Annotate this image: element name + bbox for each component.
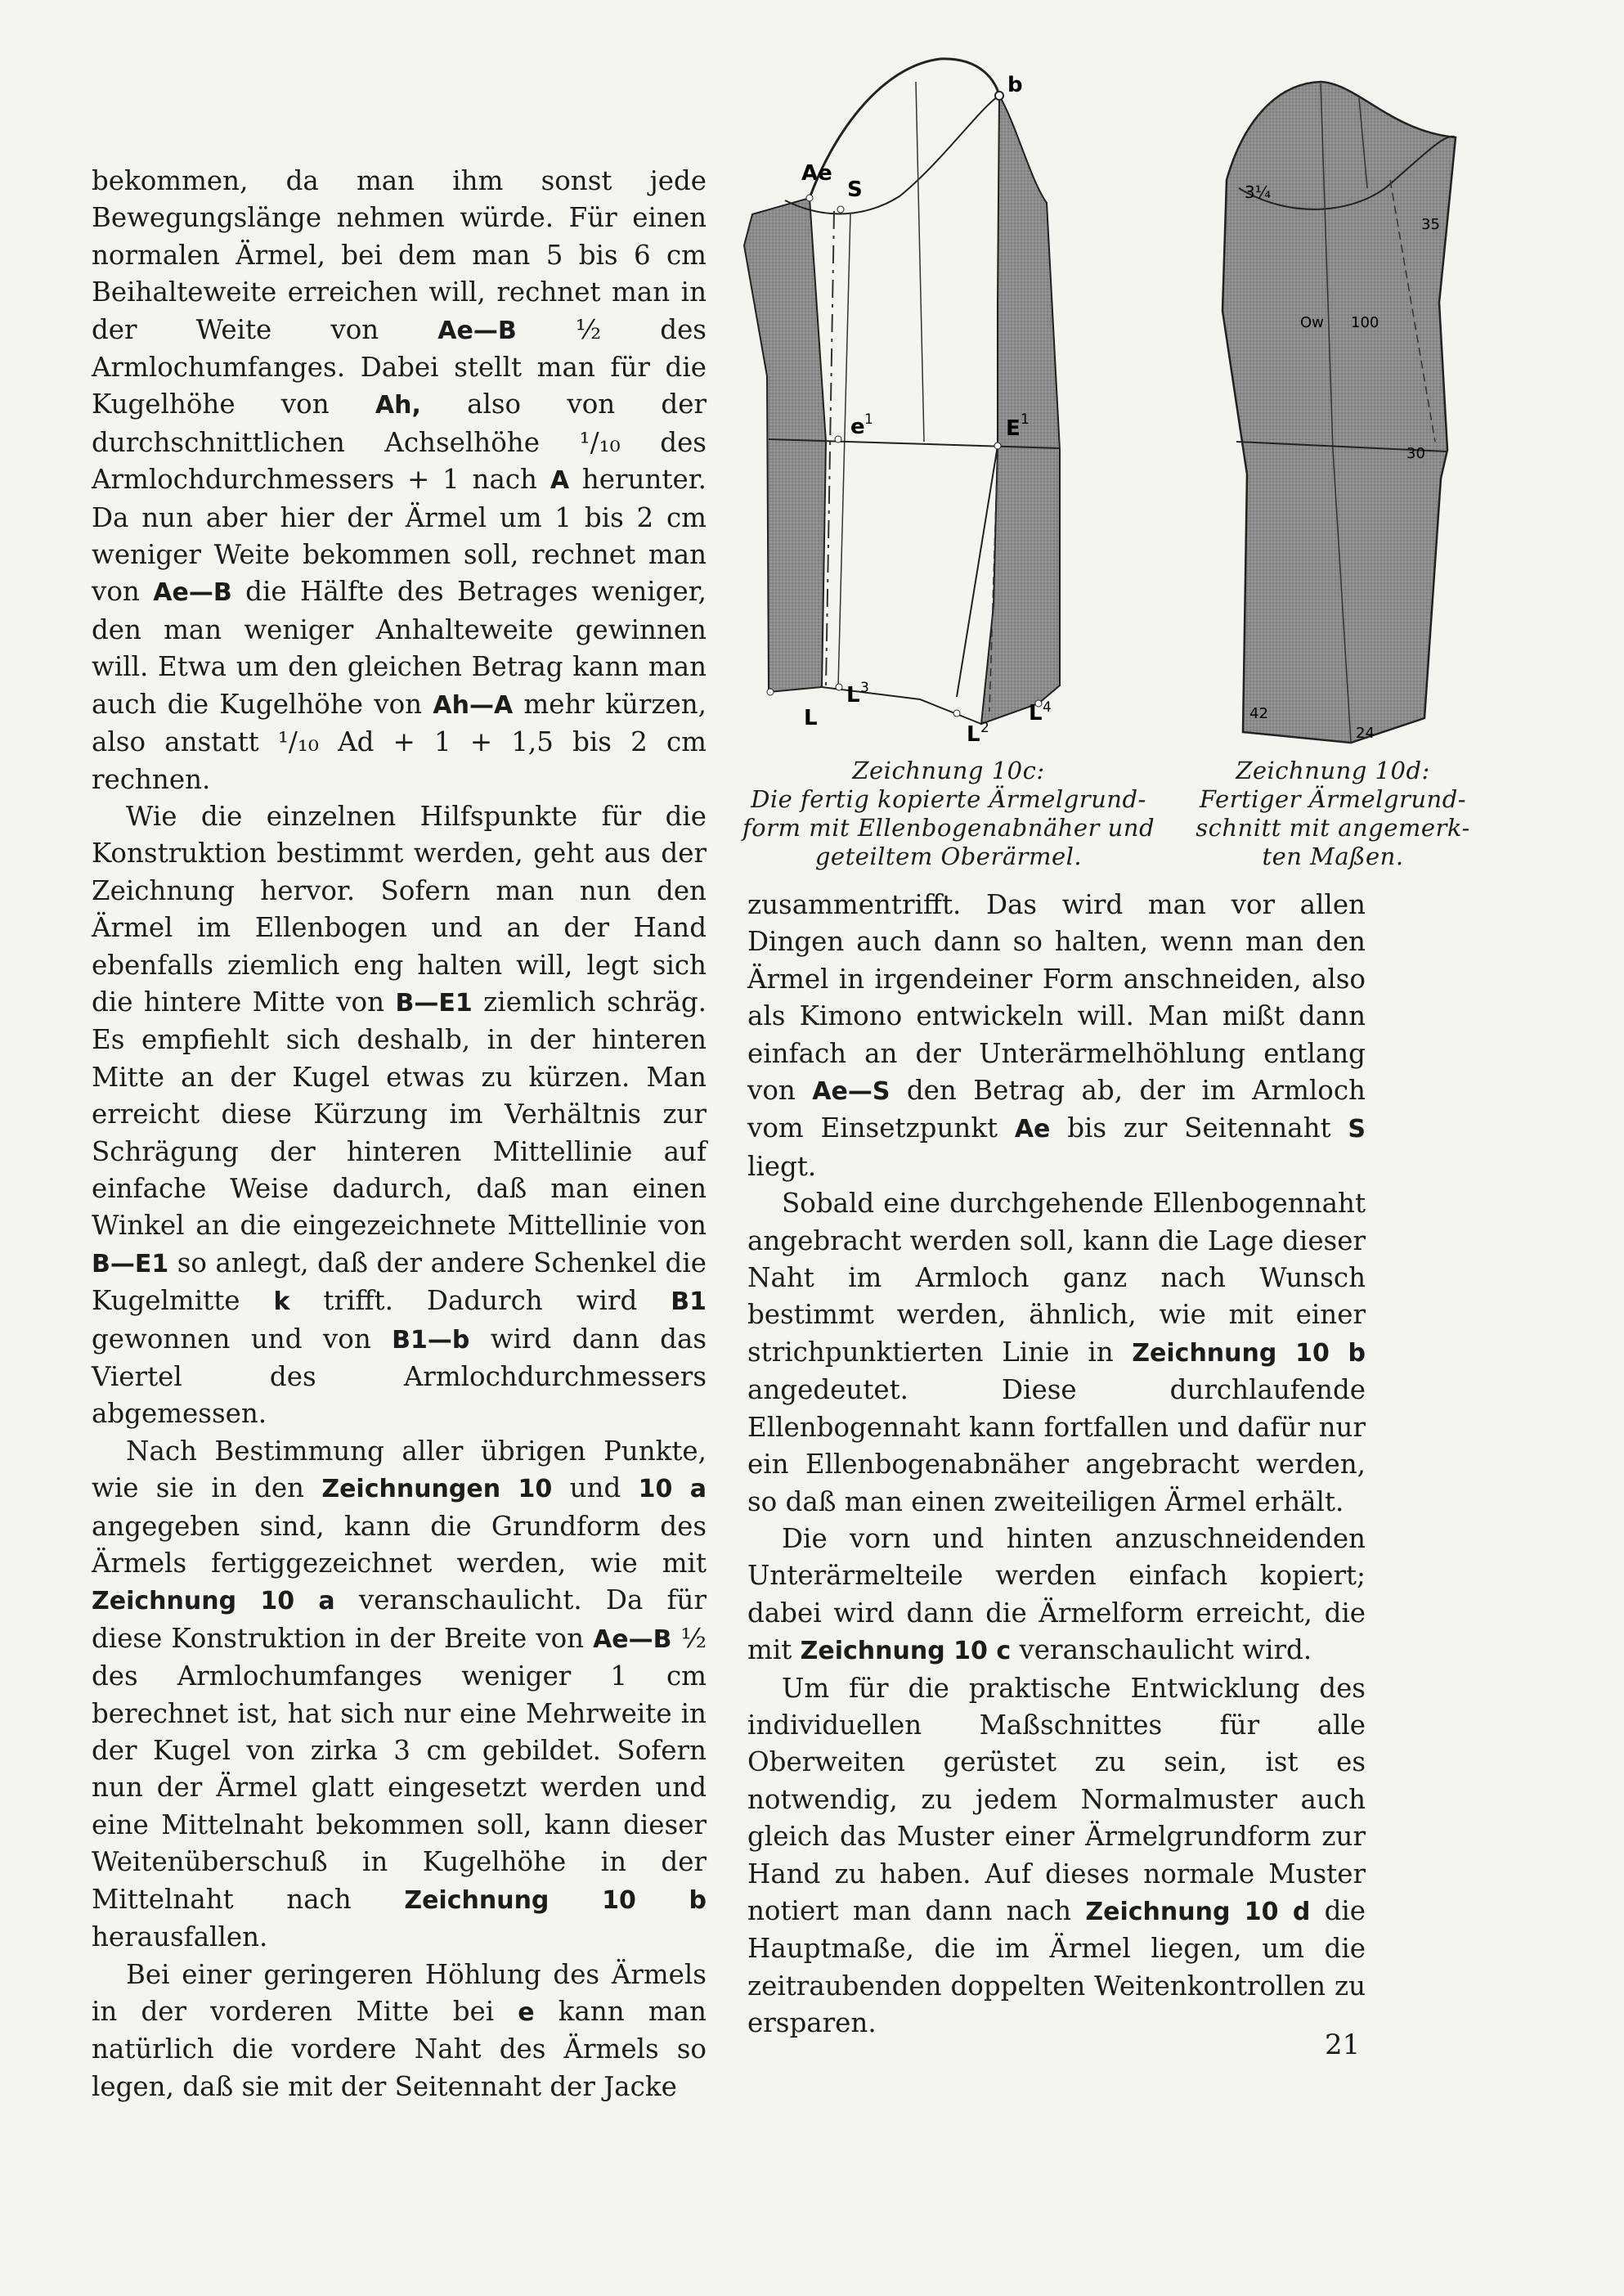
- label-ae: Ae: [801, 161, 832, 186]
- label-b: b: [1007, 73, 1023, 97]
- sleeve-cap-outline: [810, 59, 999, 198]
- paragraph: Um für die praktische Entwicklung des individuellen Maßschnittes für alle Oberweiten gerüstet zu sein, ist es notwendig, zu jedem Normalmuster auch gleich das Muster einer Ärmelgrundform zur Hand zu haben. Auf dieses normale Muster notiert man dann nach Zeichnung 10 d die Hauptmaße, die im Ärmel liegen, um die zeitraubenden doppelten Weitenkontrollen zu ersparen.: [747, 1672, 1366, 2039]
- svg-text:3: 3: [860, 680, 869, 696]
- label-E1: E: [1006, 416, 1021, 441]
- armhole-curve: [785, 96, 999, 213]
- figure-10c: [744, 59, 1060, 747]
- left-undersleeve-shape: [744, 198, 826, 692]
- paragraph: Nach Bestimmung aller übrigen Punkte, wie sie in den Zeichnungen 10 und 10 a angegeben sind, kann die Grundform des Ärmels fertiggezeichnet werden, wie mit Zeichnung 10 a veranschaulicht. Da für diese Konstruktion in der Breite von Ae—B ½ des Armlochumfanges weniger 1 cm berechnet ist, hat sich nur eine Mehrweite in der Kugel von zirka 3 cm gebildet. Sofern nun der Ärmel glatt eingesetzt werden und eine Mittelnaht bekommen soll, kann dieser Weitenüberschuß in Kugelhöhe in der Mittelnaht nach Zeichnung 10 b herausfallen.: [92, 1435, 707, 1953]
- label-42: 42: [1249, 705, 1268, 722]
- page-number: 21: [1325, 2029, 1361, 2061]
- label-s: S: [847, 177, 863, 202]
- text-column-right: [747, 887, 1366, 2042]
- label-L: L: [804, 706, 818, 730]
- paragraph: zusammentrifft. Das wird man vor allen Dingen auch dann so halten, wenn man den Ärmel in irgendeiner Form anschneiden, also als Kimono entwickeln will. Man mißt dann einfach an der Unterärmelhöhlung entlang von Ae—S den Betrag ab, der im Armloch vom Einsetzpunkt Ae bis zur Seitennaht S liegt.: [747, 889, 1366, 1182]
- label-35: 35: [1421, 216, 1440, 233]
- paragraph: bekommen, da man ihm sonst jede Bewegungslänge nehmen würde. Für einen normalen Ärmel, bei dem man 5 bis 6 cm Beihalteweite erreichen will, rechnet man in der Weite von Ae—B ½ des Armlochumfanges. Dabei stellt man für die Kugelhöhe von Ah, also von der durchschnittlichen Achselhöhe ¹/₁₀ des Armlochdurchmessers + 1 nach A herunter. Da nun aber hier der Ärmel um 1 bis 2 cm weniger Weite bekommen soll, rechnet man von Ae—B die Hälfte des Betrages weniger, den man weniger Anhalteweite gewinnen will. Etwa um den gleichen Betrag kann man auch die Kugelhöhe von Ah—A mehr kürzen, also anstatt ¹/₁₀ Ad + 1 + 1,5 bis 2 cm rechnen.: [92, 165, 707, 795]
- caption-figure-10d: Zeichnung 10d: Fertiger Ärmelgrund- schnitt mit angemerk- ten Maßen.: [1196, 757, 1470, 870]
- svg-text:1: 1: [864, 411, 873, 428]
- label-L3: L: [846, 683, 860, 708]
- pattern-drawings: [736, 33, 1554, 753]
- right-oversleeve-shape: [981, 96, 1060, 724]
- figure-10d: [1222, 82, 1456, 743]
- sleeve-pattern-shape: [1222, 82, 1456, 743]
- svg-text:1: 1: [1021, 411, 1030, 428]
- svg-text:4: 4: [1043, 699, 1052, 716]
- label-ow: Ow: [1300, 314, 1324, 331]
- text-column-left: [92, 163, 707, 2105]
- svg-text:2: 2: [980, 720, 989, 736]
- label-e1: e: [850, 415, 865, 439]
- paragraph: Sobald eine durchgehende Ellenbogennaht angebracht werden soll, kann die Lage dieser Naht im Armloch ganz nach Wunsch bestimmt werden, ähnlich, wie mit einer strichpunktierten Linie in Zeichnung 10 b angedeutet. Diese durchlaufende Ellenbogennaht kann fortfallen und dafür nur ein Ellenbogenabnäher angebracht werden, so daß man einen zweiteiligen Ärmel erhält.: [747, 1188, 1366, 1517]
- label-24: 24: [1356, 725, 1375, 742]
- label-L2: L: [967, 722, 980, 747]
- label-3-1-4: 3¼: [1245, 182, 1272, 202]
- paragraph: Wie die einzelnen Hilfspunkte für die Konstruktion bestimmt werden, geht aus der Zeichnung hervor. Sofern man nun den Ärmel im Ellenbogen und an der Hand ebenfalls ziemlich eng halten will, legt sich die hintere Mitte von B—E1 ziemlich schräg. Es empfiehlt sich deshalb, in der hinteren Mitte an der Kugel etwas zu kürzen. Man erreicht diese Kürzung im Verhältnis zur Schrägung der hinteren Mittellinie auf einfache Weise dadurch, daß man einen Winkel an die eingezeichnete Mittellinie von B—E1 so anlegt, daß der andere Schenkel die Kugelmitte k trifft. Dadurch wird B1 gewonnen und von B1—b wird dann das Viertel des Armlochdurchmessers abgemessen.: [92, 800, 707, 1430]
- caption-figure-10c: Zeichnung 10c: Die fertig kopierte Ärmelgrund- form mit Ellenbogenabnäher und geteiltem Oberärmel.: [742, 757, 1155, 870]
- label-30: 30: [1406, 445, 1425, 462]
- label-L4: L: [1029, 701, 1043, 726]
- paragraph: Die vorn und hinten anzuschneidenden Unterärmelteile werden einfach kopiert; dabei wird dann die Ärmelform erreicht, die mit Zeichnung 10 c veranschaulicht wird.: [747, 1522, 1366, 1666]
- label-100: 100: [1351, 314, 1380, 331]
- paragraph: Bei einer geringeren Höhlung des Ärmels in der vorderen Mitte bei e kann man natürlich die vordere Naht des Ärmels so legen, daß sie mit der Seitennaht der Jacke: [92, 1958, 707, 2102]
